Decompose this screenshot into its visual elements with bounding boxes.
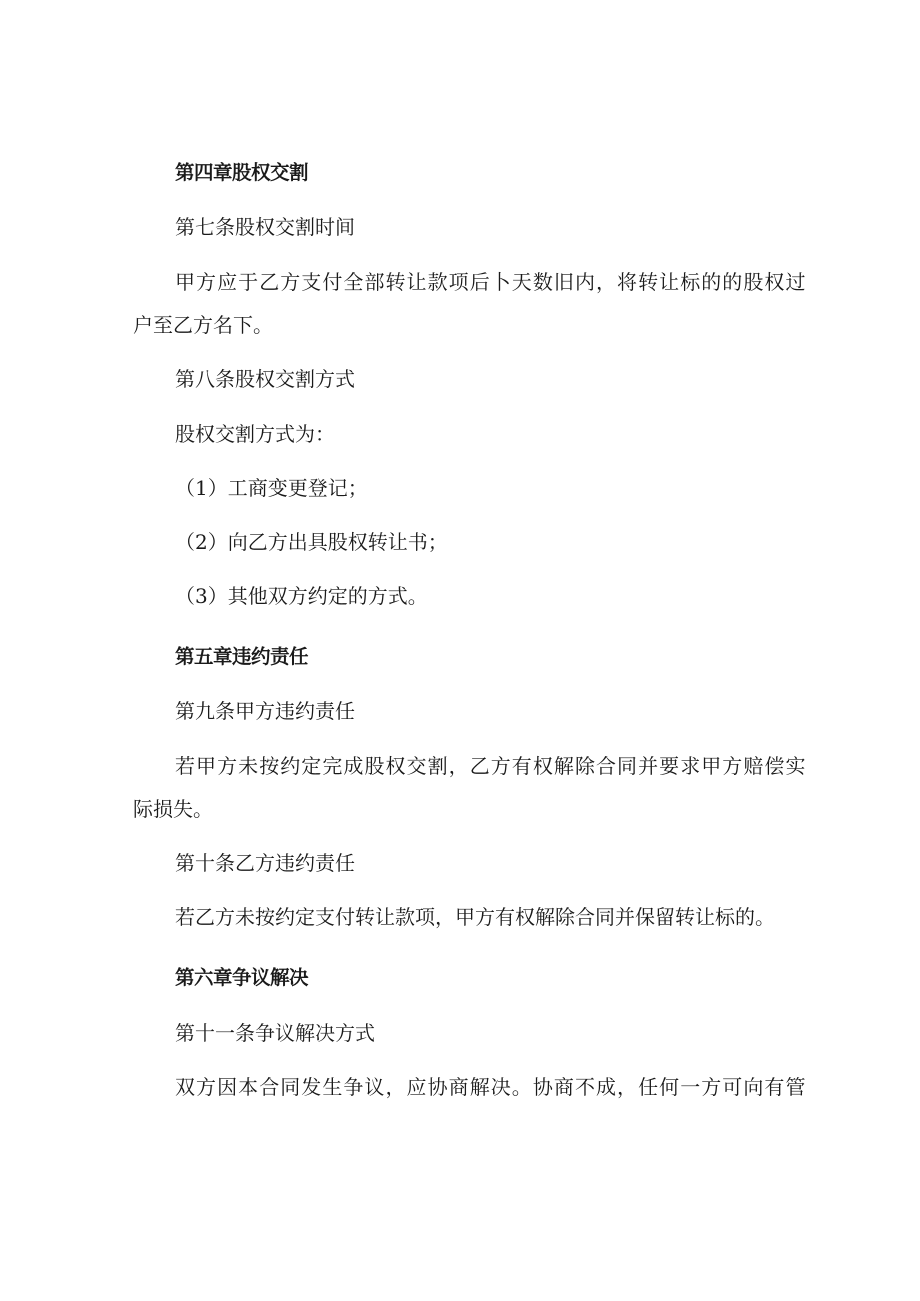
article-8-heading: 第八条股权交割方式 bbox=[175, 367, 355, 391]
chapter-4-heading: 第四章股权交割 bbox=[175, 161, 309, 184]
article-9-paragraph-line-1: 若甲方未按约定完成股权交割，乙方有权解除合同并要求甲方赔偿实 bbox=[175, 754, 807, 778]
article-8-list-item-1: （1）工商变更登记； bbox=[175, 476, 368, 500]
article-9-heading: 第九条甲方违约责任 bbox=[175, 699, 355, 723]
article-9-paragraph-line-2: 际损失。 bbox=[133, 797, 213, 821]
article-10-heading: 第十条乙方违约责任 bbox=[175, 851, 355, 875]
chapter-5-heading: 第五章违约责任 bbox=[175, 645, 309, 668]
chapter-6-heading: 第六章争议解决 bbox=[175, 966, 309, 989]
article-8-intro: 股权交割方式为： bbox=[175, 422, 335, 446]
article-7-paragraph-line-1: 甲方应于乙方支付全部转让款项后卜天数旧内，将转让标的的股权过 bbox=[175, 270, 807, 294]
article-11-paragraph-line-1: 双方因本合同发生争议，应协商解决。协商不成，任何一方可向有管 bbox=[175, 1075, 807, 1099]
article-8-list-item-3: （3）其他双方约定的方式。 bbox=[175, 584, 428, 608]
article-7-paragraph-line-2: 户至乙方名下。 bbox=[133, 313, 273, 337]
article-10-paragraph: 若乙方未按约定支付转让款项，甲方有权解除合同并保留转让标的。 bbox=[175, 905, 775, 929]
article-11-heading: 第十一条争议解决方式 bbox=[175, 1021, 375, 1045]
article-8-list-item-2: （2）向乙方出具股权转让书； bbox=[175, 530, 448, 554]
article-7-heading: 第七条股权交割时间 bbox=[175, 215, 355, 239]
